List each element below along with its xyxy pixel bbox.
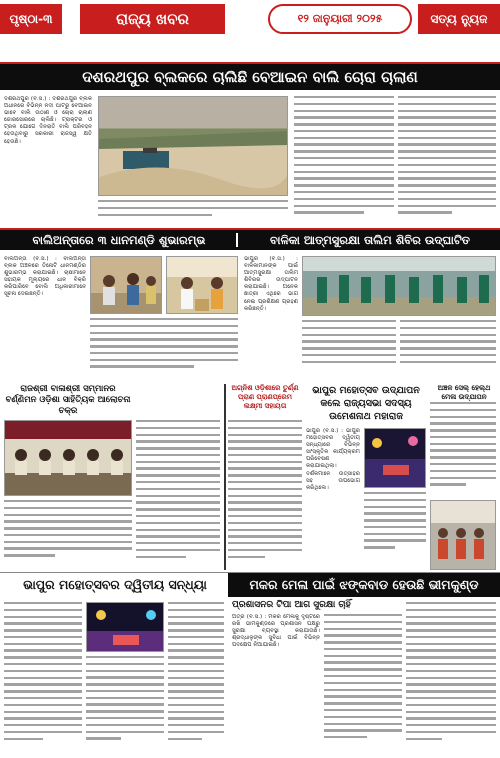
headline-health-fair: ଅଞ୍ଚଳ ସେଲ୍ ହେଲ୍ଥ ମେଳା ଉଦ୍‌ଯାପନ — [437, 384, 491, 401]
article-second-evening-text-col2 — [86, 656, 164, 754]
photo-health-fair — [430, 500, 496, 570]
headline-fire-help: ଅଗ୍ନିଶ ଓଡ଼ିଶାରେ ତୁର୍ଣ୍ଣ ପ୍ରାଣ ପ୍ରାଣପ୍ରେମ ଲକ୍ଷ୍ମୀ ସହାୟତା — [231, 384, 299, 410]
article-bhapur-festival-text: ଭାପୁର (ବି.ସ.) : ଭାପୁର ମହୋତ୍ସବର ଦ୍ୱିତୀୟ ସନ୍ଧ୍ୟାରେ ବିଭିନ୍ନ ସାଂସ୍କୃତିକ କାର୍ଯ୍ୟକ୍ରମ ପରିବେଷଣ କରାଯାଇଥିଲା। ଦର୍ଶକମାନେ ଉତ୍ସାହର ସହ ଉପଭୋଗ କରିଥିଲେ। — [306, 428, 360, 491]
page-number: ପୃଷ୍ଠା-୩ — [0, 4, 62, 34]
photo-mandi-2 — [166, 256, 238, 314]
photo-literary-seminar — [4, 420, 132, 496]
article-makara-mela-text-col2 — [324, 614, 402, 754]
headline-literary-discussion: ରାଜଶ୍ରୀ ବାଳାଶ୍ରୀ ସମ୍ମାନର ବର୍ଣ୍ଣିମନ ଓଡ଼ିଶା ସାହିତ୍ୟିକ ଆଲୋଚନା ଚକ୍ର — [5, 384, 131, 416]
headline-bhapur-second-evening: ଭାପୁର ମହୋତ୍ସବର ଦ୍ୱିତୀୟ ସନ୍ଧ୍ୟା — [23, 576, 207, 592]
section-title: ରାଜ୍ୟ ଖବର — [80, 4, 225, 34]
photo-mandi-1 — [90, 256, 162, 314]
subheadline-security: ପ୍ରଶାସନର ଟିପା ଆଗ ସୁରକ୍ଷା ଚାହିଁ — [232, 600, 351, 610]
article-literary-text-col1 — [4, 500, 132, 570]
column-divider — [224, 384, 226, 570]
article-makara-mela-text-col3 — [406, 602, 496, 754]
article-fire-help-text — [228, 420, 302, 570]
photo-health-fair-art — [431, 501, 496, 570]
article-sand-mining-text-col4 — [398, 96, 496, 222]
brand-logo: ସତ୍ୟ ନ୍ୟୁଜ — [418, 4, 500, 34]
photo-second-evening-stage — [86, 602, 164, 652]
article-paddy-mandi-text: ବାଲିଅନ୍ତା (ବି.ସ.) : ବାଲିଅନ୍ତା ବ୍ଲକ ଅଞ୍ଚଳରେ ତିନୋଟି ଧାନମଣ୍ଡିର ଶୁଭାରମ୍ଭ କରାଯାଇଛି। ଚାଷୀମାନେ ସହାୟକ ମୂଲ୍ୟରେ ଧାନ ବିକ୍ରି କରିପାରିବେ ବୋଲି ଅଧିକାରୀମାନେ ସୂଚନା ଦେଇଛନ୍ତି। — [4, 256, 86, 298]
headline-text: ଦଶରଥପୁର ବ୍ଲକରେ ଚାଲିଛି ବେଆଇନ ବାଲି ଚୋରା ଚାଲାଣ — [82, 68, 418, 86]
photo-sand-riverbed — [98, 96, 288, 196]
headline-row-2 — [0, 228, 500, 250]
article-health-fair-text — [430, 402, 496, 498]
photo-literary-seminar-art — [5, 421, 132, 496]
article-self-defence-text: ଭାପୁର (ବି.ସ.) : ବାଳିକାମାନଙ୍କ ପାଇଁ ଆତ୍ମସୁରକ୍ଷା ତାଲିମ ଶିବିରର ଉଦ୍‌ଘାଟନ କରାଯାଇଛି। ଅନେକ ଛାତ୍ରୀ ଏଥିରେ ଭାଗ ନେଇ ପ୍ରଶିକ୍ଷଣ ଗ୍ରହଣ କରିଛନ୍ତି। — [244, 256, 298, 312]
photo-festival-stage-art — [365, 429, 426, 488]
headline-self-defence: ବାଳିକା ଆତ୍ମସୁରକ୍ଷା ତାଲିମ ଶିବିର ଉଦ୍‌ଘାଟିତ — [269, 232, 471, 247]
headline-makara-mela: ମକର ମେଳା ପାଇଁ ଝଙ୍କବାଡ ହେଉଛି ଭୀମକୁଣ୍ଡ — [228, 573, 500, 597]
issue-date: ୧୨ ଜାନୁୟାରୀ ୨୦୨୫ — [268, 4, 412, 34]
photo-sand-riverbed-art — [99, 97, 288, 196]
headline-row-4 — [0, 572, 500, 596]
article-sand-mining-caption-lines — [98, 200, 288, 220]
headline-sand-mining — [0, 62, 500, 90]
photo-self-defence-art — [303, 257, 496, 316]
masthead — [0, 0, 500, 40]
article-bhapur-festival-text-col2 — [364, 492, 426, 570]
article-sand-mining-text-col1: ଦଶରଥପୁର (ବି.ସ.) : ଦଶରଥପୁର ବ୍ଲକ ଅଧୀନରେ ବିଭିନ୍ନ ନଦୀ ଘାଟରୁ ବେଆଇନ ଭାବେ ବାଲି ଉଠାଣ ଓ ଚୋରା ଚାଲାଣ ଜୋରସୋରରେ ଚାଲିଛି। ଟ୍ରାକ୍ଟର ଓ ଟ୍ରକ ଯୋଗେ ଦିନରାତି ବାଲି ପରିବହନ ହେଉଥିବାରୁ ସରକାରୀ ରାଜସ୍ୱ କ୍ଷତି ହେଉଛି। — [4, 96, 92, 145]
headline-paddy-mandi: ବାଲିଅନ୍ତାରେ ୩ ଧାନମଣ୍ଡି ଶୁଭାରମ୍ଭ — [32, 232, 206, 247]
article-makara-mela-text: ଅତ୍ରି (ବି.ସ.) : ମକର ମେଳାକୁ ଦୃଷ୍ଟିରେ ରଖି ଭୀମକୁଣ୍ଡରେ ପ୍ରଶାସନ ପକ୍ଷରୁ ସୁରକ୍ଷା ବ୍ୟବସ୍ଥା କରାଯାଉଛି। ଶ୍ରଦ୍ଧାଳୁଙ୍କ ସୁବିଧା ପାଇଁ ବିଭିନ୍ନ ପଦକ୍ଷେପ ନିଆଯାଇଛି। — [232, 614, 320, 649]
headline-divider — [236, 233, 238, 247]
article-sand-mining-text-col3 — [294, 96, 394, 222]
photo-festival-stage — [364, 428, 426, 488]
article-second-evening-text-col3 — [168, 602, 224, 754]
headline-bhapur-festival: ଭାପୁର ମହୋତ୍ସବ ଉଦ୍‌ଯାପନ କଲେ ରାଜ୍ୟସଭା ସଦସ୍ୟ ଉମେଶନାଥ ମହାରାଜ — [312, 385, 420, 422]
article-self-defence-text-col2 — [302, 320, 396, 374]
article-paddy-mandi-text-col2 — [90, 318, 238, 374]
article-second-evening-text — [4, 602, 82, 754]
photo-mandi-2-art — [167, 257, 238, 314]
article-self-defence-text-col3 — [400, 320, 496, 374]
photo-self-defence-training — [302, 256, 496, 316]
photo-second-evening-art — [87, 603, 164, 652]
photo-mandi-1-art — [91, 257, 162, 314]
article-literary-text — [136, 420, 220, 570]
